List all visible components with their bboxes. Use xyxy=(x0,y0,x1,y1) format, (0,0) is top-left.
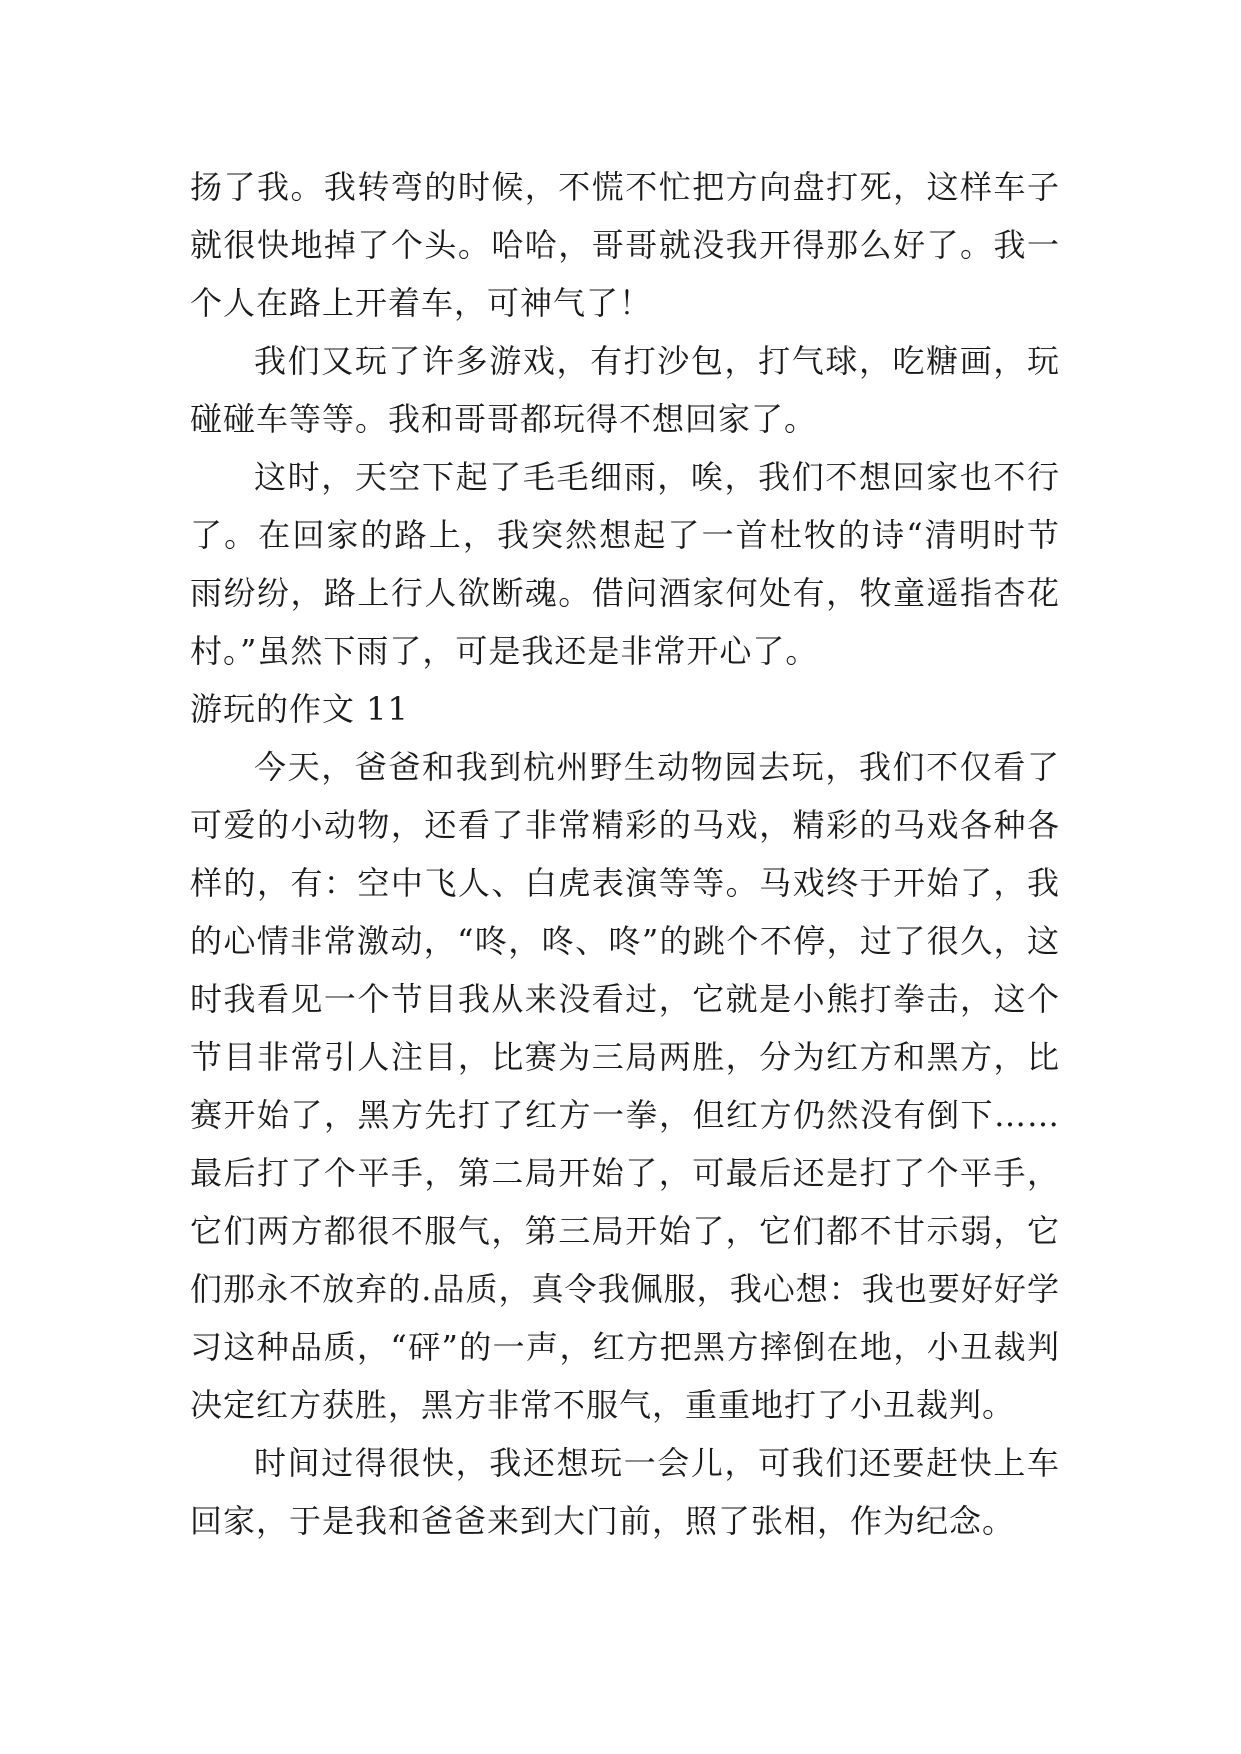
paragraph-games: 我们又玩了许多游戏，有打沙包，打气球，吃糖画，玩碰碰车等等。我和哥哥都玩得不想回家了。 xyxy=(190,342,1060,438)
paragraph-ending: 时间过得很快，我还想玩一会儿，可我们还要赶快上车回家，于是我和爸爸来到大门前，照了张相，作为纪念。 xyxy=(190,1444,1060,1540)
section-heading: 游玩的作文 11 xyxy=(190,690,409,728)
paragraph-rain: 这时，天空下起了毛毛细雨，唉，我们不想回家也不行了。在回家的路上，我突然想起了一首杜牧的诗“清明时节雨纷纷，路上行人欲断魂。借问酒家何处有，牧童遥指杏花村。”虽然下雨了，可是我还是非常开心了。 xyxy=(190,458,1060,670)
paragraph-continued: 扬了我。我转弯的时候，不慌不忙把方向盘打死，这样车子就很快地掉了个头。哈哈，哥哥就没我开得那么好了。我一个人在路上开着车，可神气了！ xyxy=(190,168,1060,322)
paragraph-zoo: 今天，爸爸和我到杭州野生动物园去玩，我们不仅看了可爱的小动物，还看了非常精彩的马戏，精彩的马戏各种各样的，有：空中飞人、白虎表演等等。马戏终于开始了，我的心情非常激动，“咚，咚、咚”的跳个不停，过了很久，这时我看见一个节目我从来没看过，它就是小熊打拳击，这个节目非常引人注目，比赛为三局两胜，分为红方和黑方，比赛开始了，黑方先打了红方一拳，但红方仍然没有倒下……最后打了个平手，第二局开始了，可最后还是打了个平手，它们两方都很不服气，第三局开始了，它们都不甘示弱，它们那永不放弃的.品质，真令我佩服，我心想：我也要好好学习这种品质，“砰”的一声，红方把黑方摔倒在地，小丑裁判决定红方获胜，黑方非常不服气，重重地打了小丑裁判。 xyxy=(190,748,1060,1424)
document-body xyxy=(190,158,1060,1550)
